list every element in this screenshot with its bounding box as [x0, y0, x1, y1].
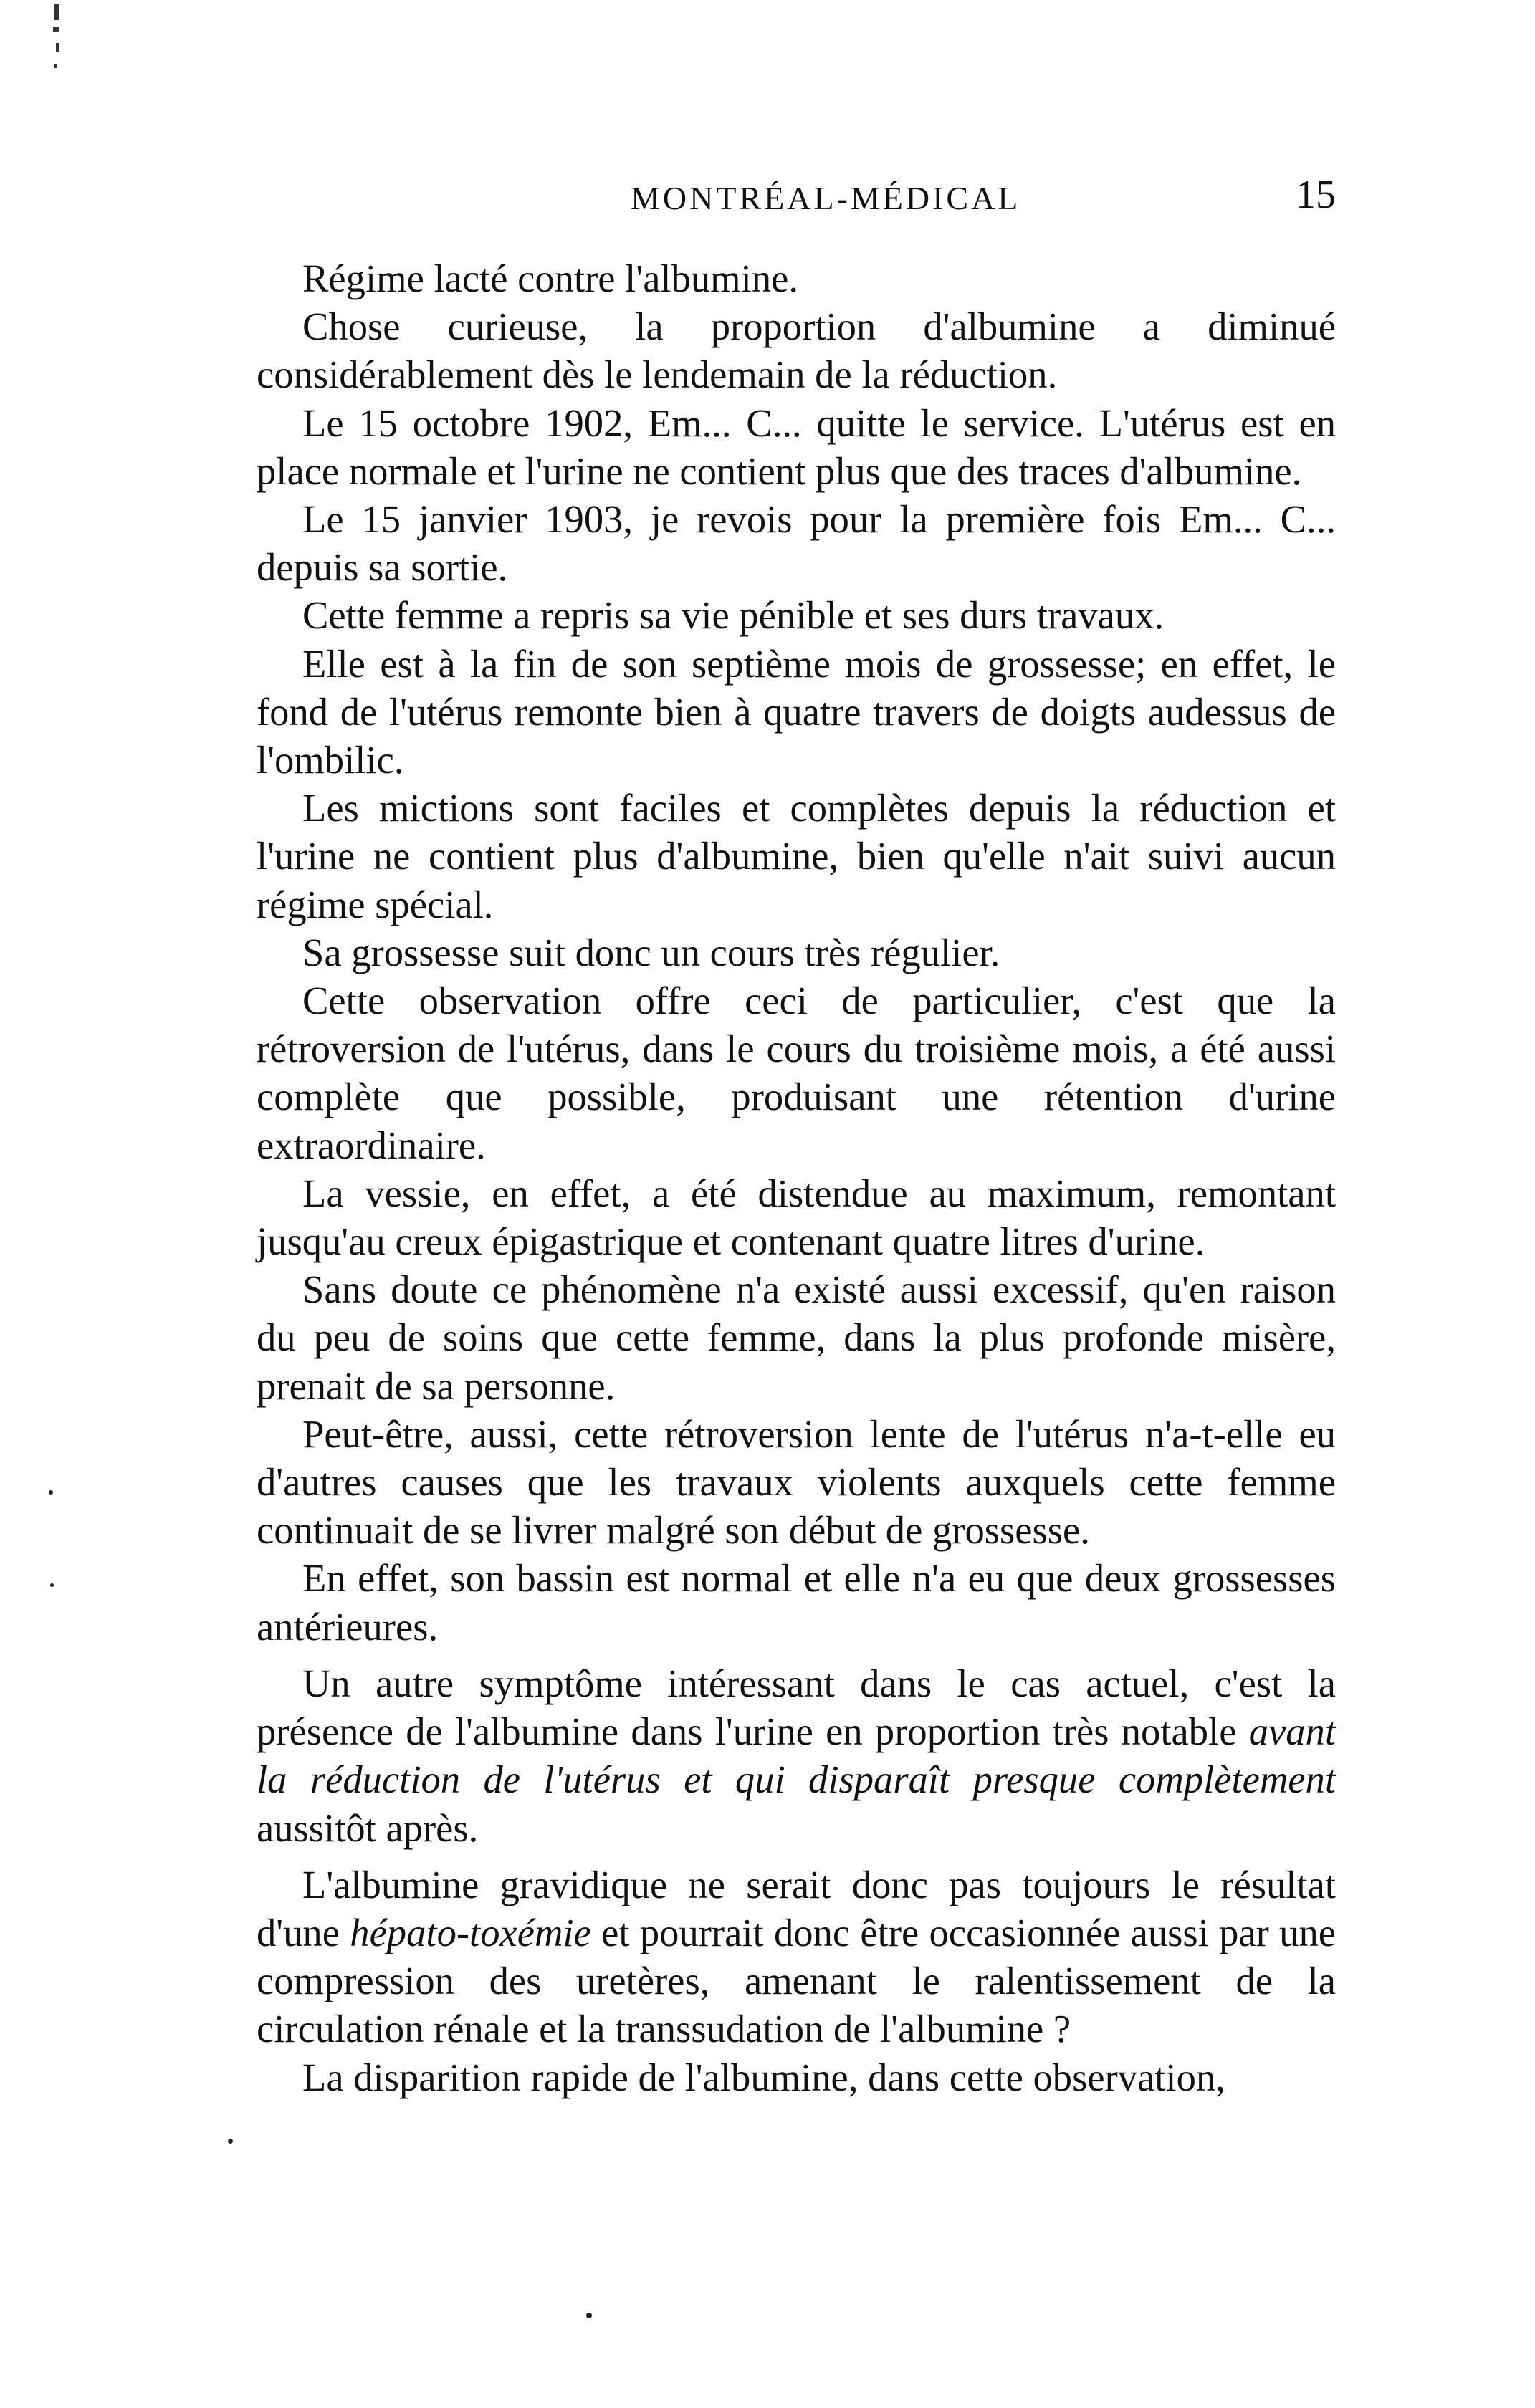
- scan-speck: [586, 2313, 592, 2318]
- paragraph: Le 15 octobre 1902, Em... C... quitte le service. L'utérus est en place normale et l'urine ne contient plus que des traces d'albumine.: [257, 400, 1336, 493]
- paragraph: Chose curieuse, la proportion d'albumine a diminué considérablement dès le lendemain de la réduction.: [257, 304, 1336, 397]
- paragraph: Sa grossesse suit donc un cours très régulier.: [302, 930, 1000, 974]
- paragraph: Peut-être, aussi, cette rétroversion lente de l'utérus n'a-t-elle eu d'autres causes que les travaux violents auxquels cette femme continuait de se livrer malgré son début de grossesse.: [257, 1411, 1336, 1553]
- paragraph: [257, 1861, 1336, 2053]
- paragraph: Les mictions sont faciles et complètes depuis la réduction et l'urine ne contient plus d'albumine, bien qu'elle n'ait suivi aucun régime spécial.: [257, 786, 1336, 926]
- paragraph: [257, 1659, 1336, 1852]
- scan-speck: [228, 2139, 233, 2144]
- paragraph: Le 15 janvier 1903, je revois pour la première fois Em... C... depuis sa sortie.: [257, 497, 1336, 590]
- paragraph: La disparition rapide de l'albumine, dans cette observation,: [302, 2055, 1225, 2099]
- italic-phrase: avant la réduction de l'utérus et qui disparaît presque complètement: [257, 1709, 1336, 1802]
- paragraph: Cette observation offre ceci de particulier, c'est que la rétroversion de l'utérus, dans le cours du troisième mois, a été aussi complète que possible, produisant une rétention d'urine extraordinaire.: [257, 979, 1336, 1167]
- paragraph: Sans doute ce phénomène n'a existé aussi excessif, qu'en raison du peu de soins que cette femme, dans la plus profonde misère, prenait de sa personne.: [257, 1267, 1336, 1408]
- paragraph: Elle est à la fin de son septième mois de grossesse; en effet, le fond de l'utérus remonte bien à quatre travers de doigts audessus de l'ombilic.: [257, 641, 1336, 782]
- paragraph-text: L'albumine gravidique ne serait donc pas toujours le résultat d'une: [257, 1862, 1336, 1954]
- scan-speck: [49, 1490, 53, 1495]
- paragraph-text: aussitôt après.: [257, 1805, 479, 1850]
- page-number: 15: [1296, 173, 1336, 217]
- scan-speck: [50, 1583, 54, 1587]
- paragraph: Cette femme a repris sa vie pénible et ses durs travaux.: [302, 593, 1165, 638]
- paragraph: La vessie, en effet, a été distendue au maximum, remontant jusqu'au creux épigastrique et contenant quatre litres d'urine.: [257, 1171, 1336, 1264]
- paragraph: Régime lacté contre l'albumine.: [302, 256, 798, 300]
- paragraph-text: et pourrait donc être occasionnée aussi par une compression des uretères, amenant le ralentissement de la circulation rénale et la transsudation de l'albumine ?: [257, 1910, 1336, 2051]
- page-header: [257, 172, 1336, 229]
- paragraph: En effet, son bassin est normal et elle n'a eu que deux grossesses antérieures.: [257, 1556, 1336, 1649]
- italic-term: hépato-toxémie: [350, 1910, 591, 1954]
- scan-artifact-marks: [52, 0, 62, 80]
- running-head: MONTRÉAL-MÉDICAL: [631, 180, 1021, 216]
- body-text: [257, 254, 1336, 2101]
- paragraph-text: Un autre symptôme intéressant dans le cas actuel, c'est la présence de l'albumine dans l'urine en proportion très notable: [257, 1661, 1336, 1754]
